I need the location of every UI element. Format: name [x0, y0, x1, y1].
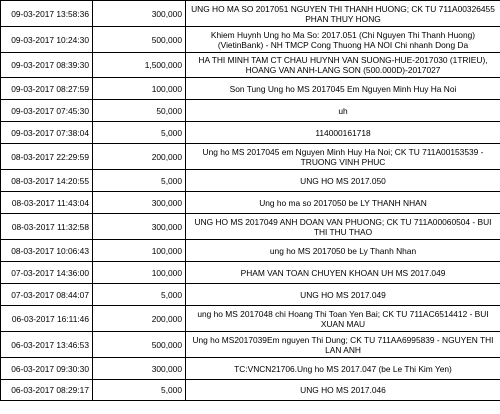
table-row — [1, 192, 500, 214]
transaction-amount: 200,000 — [93, 306, 186, 332]
transaction-amount: 100,000 — [93, 240, 186, 262]
transaction-amount: 300,000 — [93, 358, 186, 380]
transaction-description: UNG HO MA SO 2017051 NGUYEN THI THANH HUONG; CK TU 711A00326455 PHAN THUY HONG — [186, 1, 500, 27]
transaction-date: 09-03-2017 08:39:30 — [1, 53, 93, 78]
transaction-description: Ung ho MS 2017045 em Nguyen Minh Huy Ha Noi; CK TU 711A00153539 - TRUONG VINH PHUC — [186, 144, 500, 170]
transaction-table-body — [1, 1, 500, 401]
transaction-amount: 100,000 — [93, 78, 186, 100]
transaction-amount: 5,000 — [93, 380, 186, 401]
transaction-amount: 300,000 — [93, 1, 186, 27]
transaction-amount: 5,000 — [93, 284, 186, 306]
transaction-date: 08-03-2017 22:29:59 — [1, 144, 93, 170]
table-row — [1, 100, 500, 122]
table-row — [1, 53, 500, 78]
transaction-date: 09-03-2017 08:27:59 — [1, 78, 93, 100]
transaction-date: 09-03-2017 13:58:36 — [1, 1, 93, 27]
transaction-date: 06-03-2017 09:30:30 — [1, 358, 93, 380]
table-row — [1, 122, 500, 144]
transaction-description: Khiem Huynh Ung ho Ma So: 2017.051 (Chi Nguyen Thi Thanh Huong) (VietinBank) - NH TMCP Cong Thuong HA NOI Chi nhanh Dong Da — [186, 27, 500, 53]
transaction-description: UNG HO MS 2017.049 — [186, 284, 500, 306]
transaction-description: UNG HO MS 2017.050 — [186, 170, 500, 192]
table-row — [1, 1, 500, 27]
table-row — [1, 284, 500, 306]
transaction-amount: 300,000 — [93, 192, 186, 214]
table-row — [1, 78, 500, 100]
transaction-date: 07-03-2017 14:36:00 — [1, 262, 93, 284]
transaction-date: 08-03-2017 14:20:55 — [1, 170, 93, 192]
transaction-description: Son Tung Ung ho MS 2017045 Em Nguyen Minh Huy Ha Noi — [186, 78, 500, 100]
transaction-date: 07-03-2017 08:44:07 — [1, 284, 93, 306]
transaction-amount: 50,000 — [93, 100, 186, 122]
table-row — [1, 27, 500, 53]
transaction-description: ung ho MS 2017048 chi Hoang Thi Toan Yen Bai; CK TU 711AC6514412 - BUI XUAN MAU — [186, 306, 500, 332]
table-row — [1, 144, 500, 170]
table-row — [1, 358, 500, 380]
transaction-date: 09-03-2017 07:45:30 — [1, 100, 93, 122]
transaction-date: 06-03-2017 13:46:53 — [1, 332, 93, 358]
transaction-description: TC:VNCN21706.Ung ho MS 2017.047 (be Le Thi Kim Yen) — [186, 358, 500, 380]
transaction-date: 09-03-2017 07:38:04 — [1, 122, 93, 144]
transaction-date: 08-03-2017 11:32:58 — [1, 214, 93, 240]
table-row — [1, 214, 500, 240]
transaction-date: 08-03-2017 11:43:04 — [1, 192, 93, 214]
transaction-description: UNG HO MS 2017.046 — [186, 380, 500, 401]
table-row — [1, 306, 500, 332]
transaction-date: 06-03-2017 16:11:46 — [1, 306, 93, 332]
transaction-amount: 500,000 — [93, 332, 186, 358]
transaction-description: HA THI MINH TAM CT CHAU HUYNH VAN SUONG-HUE-2017030 (1TRIEU), HOANG VAN ANH-LANG SON (500.000D)-2017027 — [186, 53, 500, 78]
transaction-amount: 1,500,000 — [93, 53, 186, 78]
transaction-amount: 300,000 — [93, 214, 186, 240]
table-row — [1, 332, 500, 358]
transaction-date: 08-03-2017 10:06:43 — [1, 240, 93, 262]
transaction-amount: 5,000 — [93, 170, 186, 192]
transaction-description: uh — [186, 100, 500, 122]
table-row — [1, 262, 500, 284]
transaction-description: PHAM VAN TOAN CHUYEN KHOAN UH MS 2017.049 — [186, 262, 500, 284]
transaction-amount: 100,000 — [93, 262, 186, 284]
transaction-date: 09-03-2017 10:24:30 — [1, 27, 93, 53]
transaction-description: 114000161718 — [186, 122, 500, 144]
transaction-description: Ung ho MS2017039Em nguyen Thi Dung; CK TU 711AA6995839 - NGUYEN THI LAN ANH — [186, 332, 500, 358]
table-row — [1, 380, 500, 401]
transaction-description: Ung ho ma so 2017050 be LY THANH NHAN — [186, 192, 500, 214]
transaction-amount: 200,000 — [93, 144, 186, 170]
transaction-date: 06-03-2017 08:29:17 — [1, 380, 93, 401]
transaction-amount: 500,000 — [93, 27, 186, 53]
table-row — [1, 170, 500, 192]
table-row — [1, 240, 500, 262]
transaction-amount: 5,000 — [93, 122, 186, 144]
transaction-description: UNG HO MS 2017049 ANH DOAN VAN PHUONG; CK TU 711A00060504 - BUI THI THU THAO — [186, 214, 500, 240]
transaction-description: ung ho MS 2017050 be Ly Thanh Nhan — [186, 240, 500, 262]
